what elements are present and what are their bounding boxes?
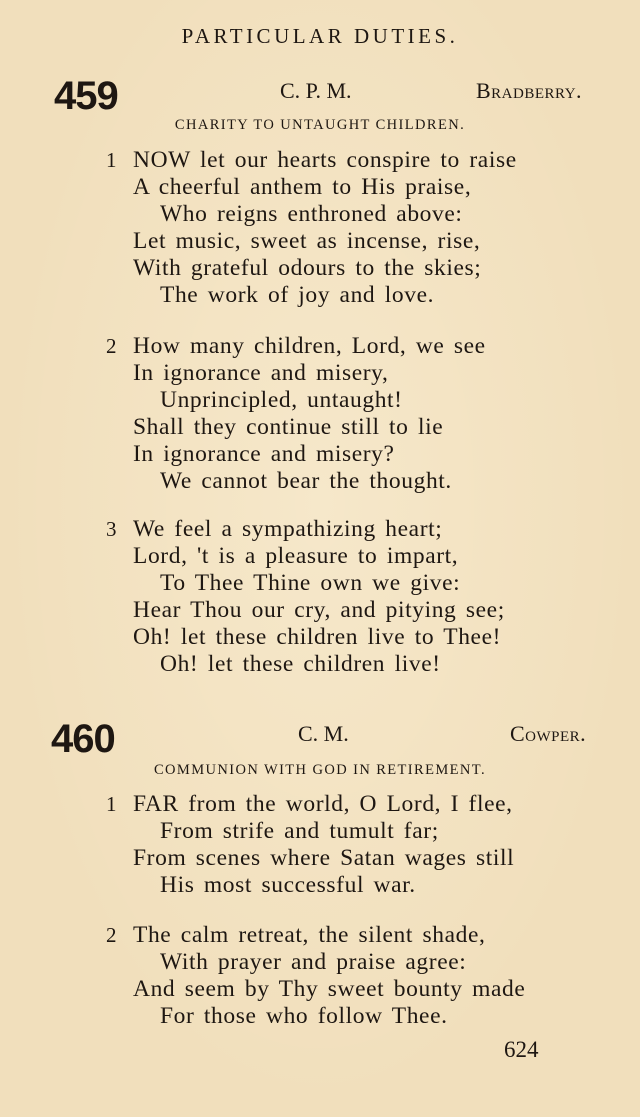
verse-line: We feel a sympathizing heart; [133, 516, 443, 542]
verse-number: 1 [106, 148, 117, 172]
verse-line: In ignorance and misery? [133, 441, 395, 467]
hymn-number: 460 [51, 717, 115, 761]
meter-label: C. P. M. [280, 78, 352, 103]
verse-line: Let music, sweet as incense, rise, [133, 228, 481, 254]
verse-line: In ignorance and misery, [133, 360, 389, 386]
verse-line: To Thee Thine own we give: [160, 570, 461, 596]
verse-number: 3 [106, 517, 117, 541]
verse-number: 1 [106, 792, 117, 816]
verse-line: The work of joy and love. [160, 282, 435, 308]
hymn-number: 459 [54, 74, 118, 118]
tune-name: Bradberry. [476, 78, 583, 103]
verse-line: A cheerful anthem to His praise, [133, 174, 472, 200]
verse-line: From scenes where Satan wages still [133, 845, 515, 871]
verse-line: The calm retreat, the silent shade, [133, 922, 486, 948]
verse-line: And seem by Thy sweet bounty made [133, 976, 526, 1002]
verse-line: Oh! let these children live to Thee! [133, 624, 502, 650]
verse-line: We cannot bear the thought. [160, 468, 452, 494]
verse-line: Oh! let these children live! [160, 651, 441, 677]
verse-line: With prayer and praise agree: [160, 949, 467, 975]
verse-line: Lord, 't is a pleasure to impart, [133, 543, 459, 569]
verse-line: Unprincipled, untaught! [160, 387, 403, 413]
verse-number: 2 [106, 334, 117, 358]
page-number: 624 [504, 1037, 539, 1062]
verse-number: 2 [106, 923, 117, 947]
verse-line: Who reigns enthroned above: [160, 201, 463, 227]
verse-line: With grateful odours to the skies; [133, 255, 482, 281]
verse-line: From strife and tumult far; [160, 818, 439, 844]
verse-line: Shall they continue still to lie [133, 414, 444, 440]
hymn-subject: CHARITY TO UNTAUGHT CHILDREN. [174, 117, 466, 133]
verse-line: For those who follow Thee. [160, 1003, 448, 1029]
verse-line: Hear Thou our cry, and pitying see; [133, 597, 505, 623]
tune-name: Cowper. [510, 721, 587, 746]
verse-line: How many children, Lord, we see [133, 333, 486, 359]
meter-label: C. M. [298, 721, 349, 746]
verse-line: NOW let our hearts conspire to raise [133, 147, 517, 173]
verse-line: His most successful war. [160, 872, 416, 898]
verse-line: FAR from the world, O Lord, I flee, [133, 791, 513, 817]
hymn-subject: COMMUNION WITH GOD IN RETIREMENT. [153, 762, 486, 778]
running-head: PARTICULAR DUTIES. [181, 24, 459, 48]
